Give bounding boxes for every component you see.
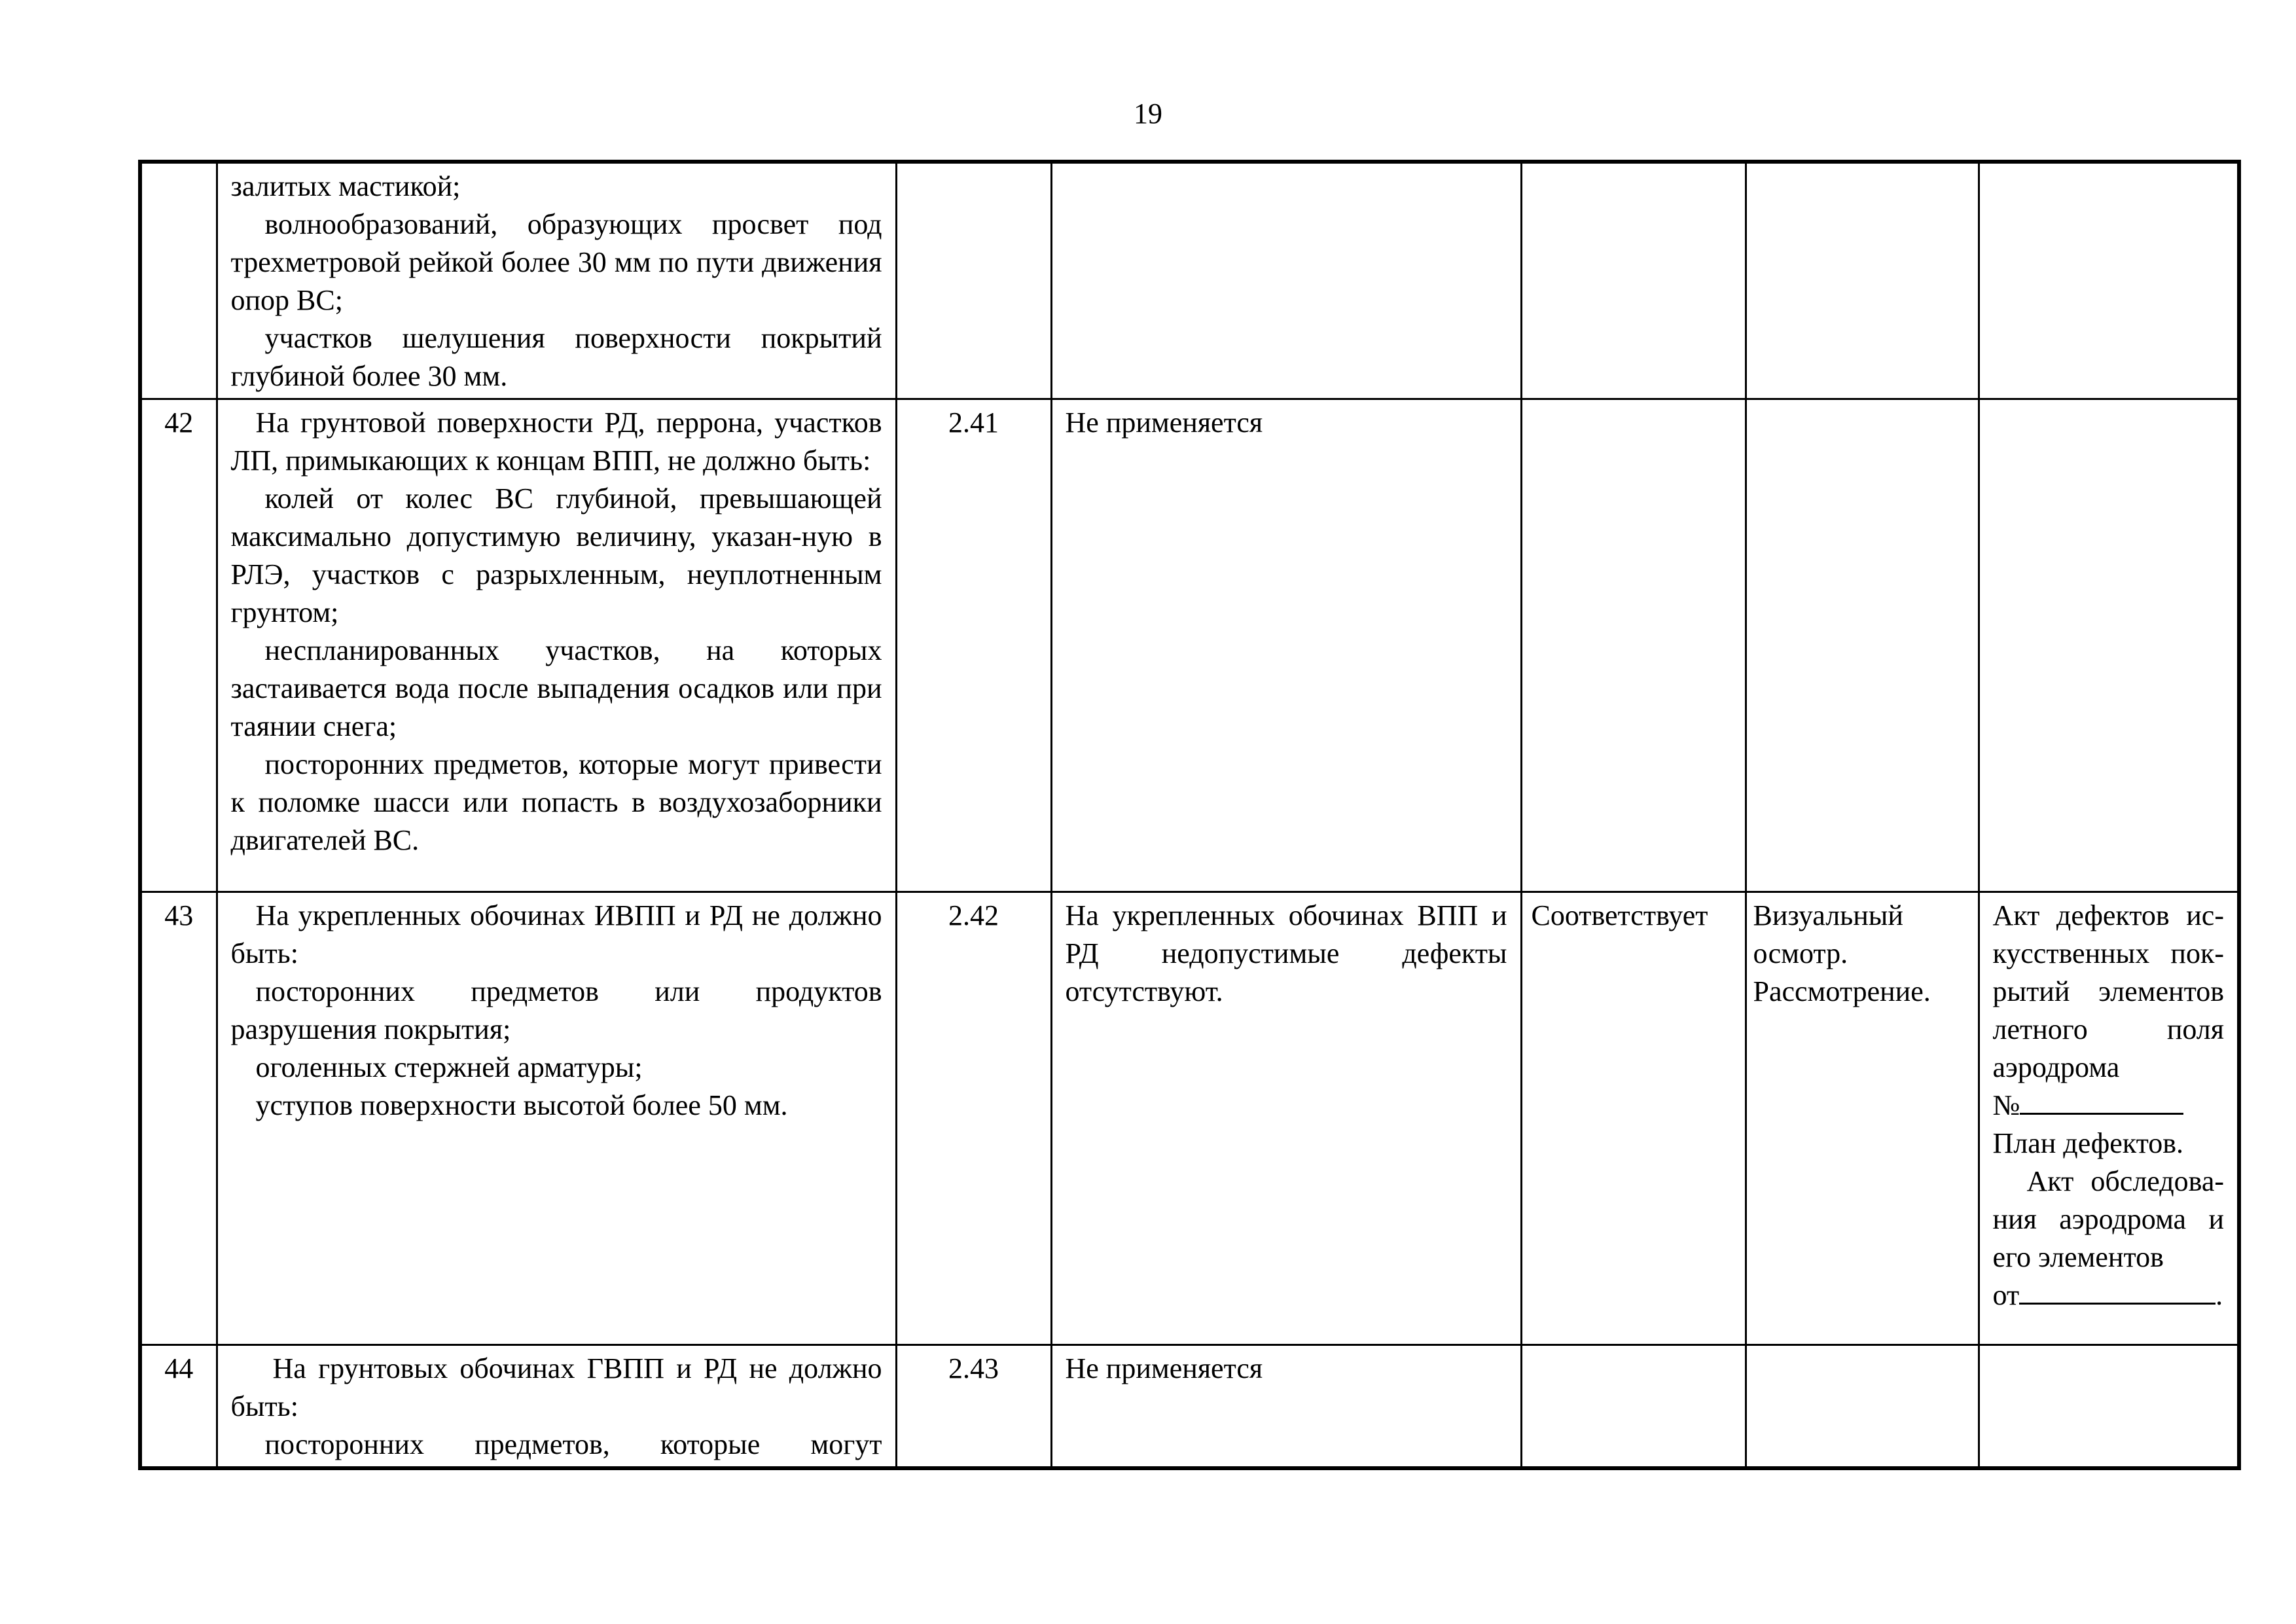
requirement-line: уступов поверхности высотой более 50 мм. [255,1089,788,1121]
method-cell [1746,1345,1979,1469]
number-sign: № [1992,1089,2020,1121]
compliance-cell [1521,162,1746,399]
requirement-cell [217,1345,896,1469]
table-row [140,162,2239,399]
compliance-text: Соответствует [1531,899,1708,931]
clause-reference: 2.42 [896,892,1051,1345]
requirement-line: На грунтовой поверхности РД, перрона, участков ЛП, примыкающих к концам ВПП, не должно быть: [230,406,882,477]
requirement-line: залитых мастикой; [230,170,461,202]
requirement-cell [217,399,896,892]
row-number: 42 [140,399,217,892]
requirement-line: На укрепленных обочинах ИВПП и РД не должно быть: [230,899,882,969]
blank-number-field [2020,1087,2183,1115]
document-date-line [1993,1276,2225,1314]
documents-cell [1979,1345,2239,1469]
method-line: Визуальный осмотр. [1753,899,1903,969]
row-number [140,162,217,399]
clause-reference: 2.43 [896,1345,1051,1469]
clause-reference: 2.41 [896,399,1051,892]
table-row [140,892,2239,1345]
requirement-line: На грунтовых обочинах ГВПП и РД не должно быть: [230,1352,882,1422]
method-cell [1746,892,1979,1345]
table-row [140,1345,2239,1469]
documents-cell [1979,892,2239,1345]
period: . [2215,1279,2223,1311]
status-cell: Не применяется [1051,1345,1521,1469]
documents-cell [1979,162,2239,399]
compliance-cell [1521,1345,1746,1469]
blank-date-field [2019,1276,2215,1305]
requirement-line: оголенных стержней арматуры; [255,1051,643,1083]
method-cell [1746,399,1979,892]
requirement-line: посторонних предметов, которые могут [264,1428,882,1460]
from-label: от [1992,1279,2020,1311]
status-cell: Не применяется [1051,399,1521,892]
status-cell [1051,892,1521,1345]
documents-cell [1979,399,2239,892]
page-number: 19 [1134,98,1162,130]
document-number-line [1993,1087,2225,1125]
method-cell [1746,162,1979,399]
document-act-survey: Акт обследова-ния аэродрома и его элементов [1992,1165,2224,1273]
requirement-line: колей от колес ВС глубиной, превышающей максимально допустимую величину, указан-ную в РЛЭ, участков с разрыхленным, неуплотненным грунтом; [230,482,882,628]
requirement-line: волнообразований, образующих просвет под трехметровой рейкой более 30 мм по пути движения опор ВС; [230,208,882,316]
status-text: На укрепленных обочинах ВПП и РД недопустимые дефекты отсутствуют. [1065,899,1507,1007]
requirement-line: посторонних предметов, которые могут привести к поломке шасси или попасть в воздухозаборники двигателей ВС. [230,748,882,856]
compliance-cell [1521,892,1746,1345]
compliance-checklist-table [138,160,2241,1470]
table-row [140,399,2239,892]
method-line: Рассмотрение. [1753,975,1931,1007]
requirement-cell [217,892,896,1345]
document-act-defects: Акт дефектов ис-кусственных пок-рытий элементов летного поля аэродрома [1992,899,2224,1083]
document-defect-plan: План дефектов. [1992,1127,2184,1159]
compliance-cell [1521,399,1746,892]
requirement-cell [217,162,896,399]
requirement-line: посторонних предметов или продуктов разрушения покрытия; [230,975,882,1045]
row-number: 44 [140,1345,217,1469]
clause-reference [896,162,1051,399]
requirement-line: участков шелушения поверхности покрытий глубиной более 30 мм. [230,322,882,392]
row-number: 43 [140,892,217,1345]
requirement-line: неспланированных участков, на которых застаивается вода после выпадения осадков или при таянии снега; [230,634,882,742]
status-cell [1051,162,1521,399]
